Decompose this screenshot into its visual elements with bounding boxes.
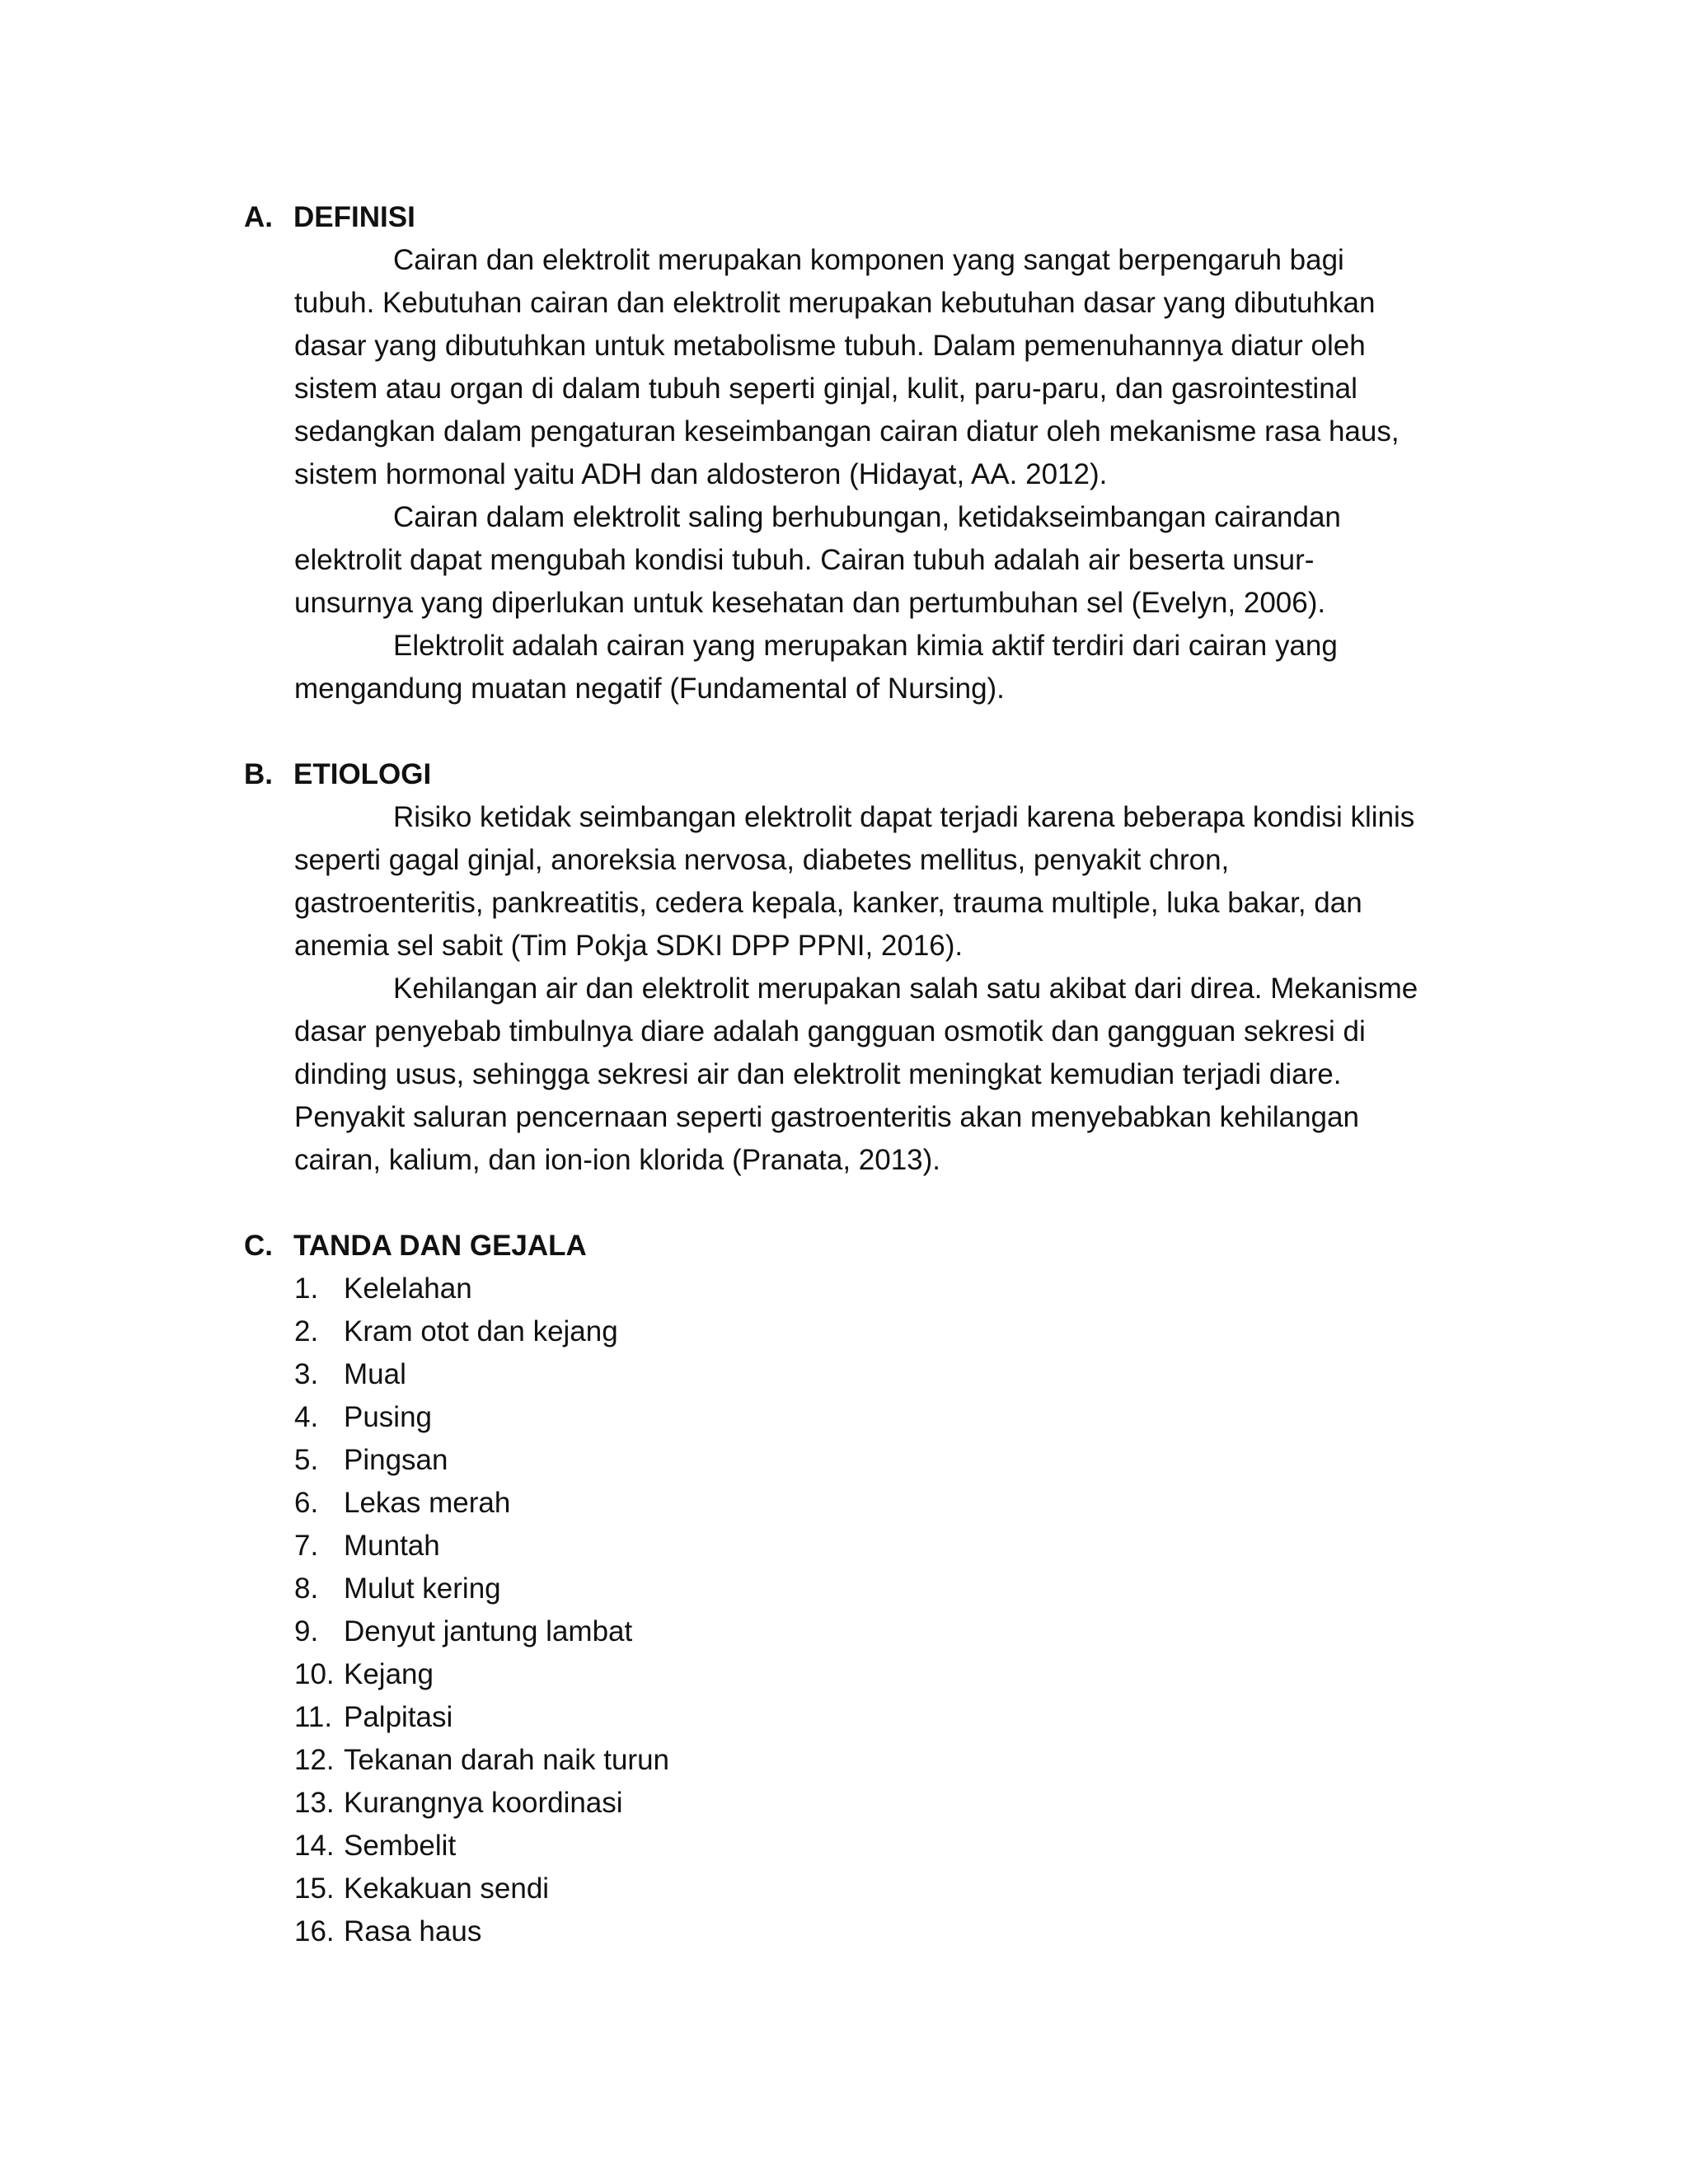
- list-item-number: 3.: [294, 1358, 319, 1390]
- paragraph-line: mengandung muatan negatif (Fundamental of Nursing).: [294, 673, 1005, 705]
- list-item-text: Sembelit: [344, 1830, 457, 1862]
- section-a-heading: [244, 196, 415, 239]
- list-item-number: 8.: [294, 1572, 319, 1605]
- list-item-text: Kram otot dan kejang: [344, 1315, 618, 1347]
- list-item-text: Kekakuan sendi: [344, 1872, 550, 1905]
- paragraph-line: dasar penyebab timbulnya diare adalah gangguan osmotik dan gangguan sekresi di: [294, 1015, 1366, 1047]
- list-item-text: Kelelahan: [344, 1272, 472, 1305]
- list-item-number: 6.: [294, 1487, 319, 1519]
- list-item-number: 2.: [294, 1315, 319, 1347]
- list-item-number: 14.: [294, 1830, 335, 1862]
- list-item-text: Rasa haus: [344, 1915, 482, 1947]
- list-item: [294, 1439, 448, 1482]
- paragraph-line: sistem hormonal yaitu ADH dan aldosteron (Hidayat, AA. 2012).: [294, 458, 1108, 490]
- list-item-number: 10.: [294, 1658, 335, 1690]
- paragraph-line: sedangkan dalam pengaturan keseimbangan cairan diatur oleh mekanisme rasa haus,: [294, 415, 1400, 448]
- list-item: [294, 1868, 549, 1910]
- paragraph-line: Penyakit saluran pencernaan seperti gastroenteritis akan menyebabkan kehilangan: [294, 1101, 1359, 1133]
- paragraph-line: dinding usus, sehingga sekresi air dan elektrolit meningkat kemudian terjadi diare.: [294, 1058, 1342, 1090]
- section-c-heading: [244, 1225, 587, 1268]
- list-item: [294, 1353, 406, 1396]
- list-item-text: Kejang: [344, 1658, 434, 1690]
- list-item-number: 5.: [294, 1444, 319, 1476]
- paragraph-line: gastroenteritis, pankreatitis, cedera kepala, kanker, trauma multiple, luka bakar, dan: [294, 887, 1362, 919]
- list-item: [294, 1525, 440, 1568]
- list-item: [294, 1653, 434, 1696]
- list-item: [294, 1825, 456, 1868]
- paragraph-line: tubuh. Kebutuhan cairan dan elektrolit merupakan kebutuhan dasar yang dibutuhkan: [294, 287, 1376, 319]
- section-b-heading: [244, 753, 431, 796]
- list-item: [294, 1568, 501, 1610]
- list-item-number: 4.: [294, 1401, 319, 1433]
- list-item-number: 11.: [294, 1701, 333, 1733]
- list-item: [294, 1610, 632, 1653]
- section-b-title: ETIOLOGI: [293, 758, 432, 790]
- list-item: [294, 1910, 481, 1953]
- paragraph-line: Risiko ketidak seimbangan elektrolit dapat terjadi karena beberapa kondisi klinis: [393, 801, 1415, 833]
- list-item-text: Muntah: [344, 1530, 440, 1562]
- list-item: [294, 1396, 432, 1439]
- list-item: [294, 1696, 452, 1739]
- paragraph-line: unsurnya yang diperlukan untuk kesehatan dan pertumbuhan sel (Evelyn, 2006).: [294, 587, 1326, 619]
- section-a-title: DEFINISI: [293, 201, 415, 233]
- section-c-letter: C.: [244, 1230, 273, 1262]
- paragraph-line: cairan, kalium, dan ion-ion klorida (Pranata, 2013).: [294, 1144, 941, 1176]
- paragraph-line: Cairan dalam elektrolit saling berhubungan, ketidakseimbangan cairandan: [393, 501, 1341, 533]
- list-item: [294, 1310, 618, 1353]
- list-item-text: Palpitasi: [344, 1701, 453, 1733]
- list-item-text: Mulut kering: [344, 1572, 501, 1605]
- list-item: [294, 1782, 623, 1825]
- paragraph-line: anemia sel sabit (Tim Pokja SDKI DPP PPNI, 2016).: [294, 930, 964, 962]
- list-item: [294, 1482, 510, 1525]
- paragraph-line: Cairan dan elektrolit merupakan komponen yang sangat berpengaruh bagi: [393, 244, 1344, 276]
- list-item-text: Mual: [344, 1358, 406, 1390]
- section-a-letter: A.: [244, 201, 273, 233]
- section-b-letter: B.: [244, 758, 273, 790]
- paragraph-line: dasar yang dibutuhkan untuk metabolisme tubuh. Dalam pemenuhannya diatur oleh: [294, 330, 1366, 362]
- list-item-text: Lekas merah: [344, 1487, 511, 1519]
- list-item-text: Kurangnya koordinasi: [344, 1787, 623, 1819]
- list-item-text: Pusing: [344, 1401, 433, 1433]
- paragraph-line: sistem atau organ di dalam tubuh seperti ginjal, kulit, paru-paru, dan gasrointestinal: [294, 373, 1357, 405]
- list-item-number: 15.: [294, 1872, 335, 1905]
- paragraph-line: Kehilangan air dan elektrolit merupakan salah satu akibat dari direa. Mekanisme: [393, 972, 1418, 1005]
- list-item-number: 13.: [294, 1787, 335, 1819]
- list-item-text: Pingsan: [344, 1444, 448, 1476]
- section-c-title: TANDA DAN GEJALA: [293, 1230, 587, 1262]
- list-item: [294, 1739, 669, 1782]
- list-item-number: 9.: [294, 1615, 319, 1647]
- paragraph-line: Elektrolit adalah cairan yang merupakan kimia aktif terdiri dari cairan yang: [393, 630, 1338, 662]
- paragraph-line: elektrolit dapat mengubah kondisi tubuh. Cairan tubuh adalah air beserta unsur-: [294, 544, 1315, 576]
- paragraph-line: seperti gagal ginjal, anoreksia nervosa, diabetes mellitus, penyakit chron,: [294, 844, 1230, 876]
- list-item-number: 1.: [294, 1272, 319, 1305]
- list-item-number: 12.: [294, 1744, 335, 1776]
- list-item-text: Denyut jantung lambat: [344, 1615, 633, 1647]
- list-item-number: 16.: [294, 1915, 335, 1947]
- list-item-text: Tekanan darah naik turun: [344, 1744, 669, 1776]
- list-item: [294, 1268, 472, 1310]
- list-item-number: 7.: [294, 1530, 319, 1562]
